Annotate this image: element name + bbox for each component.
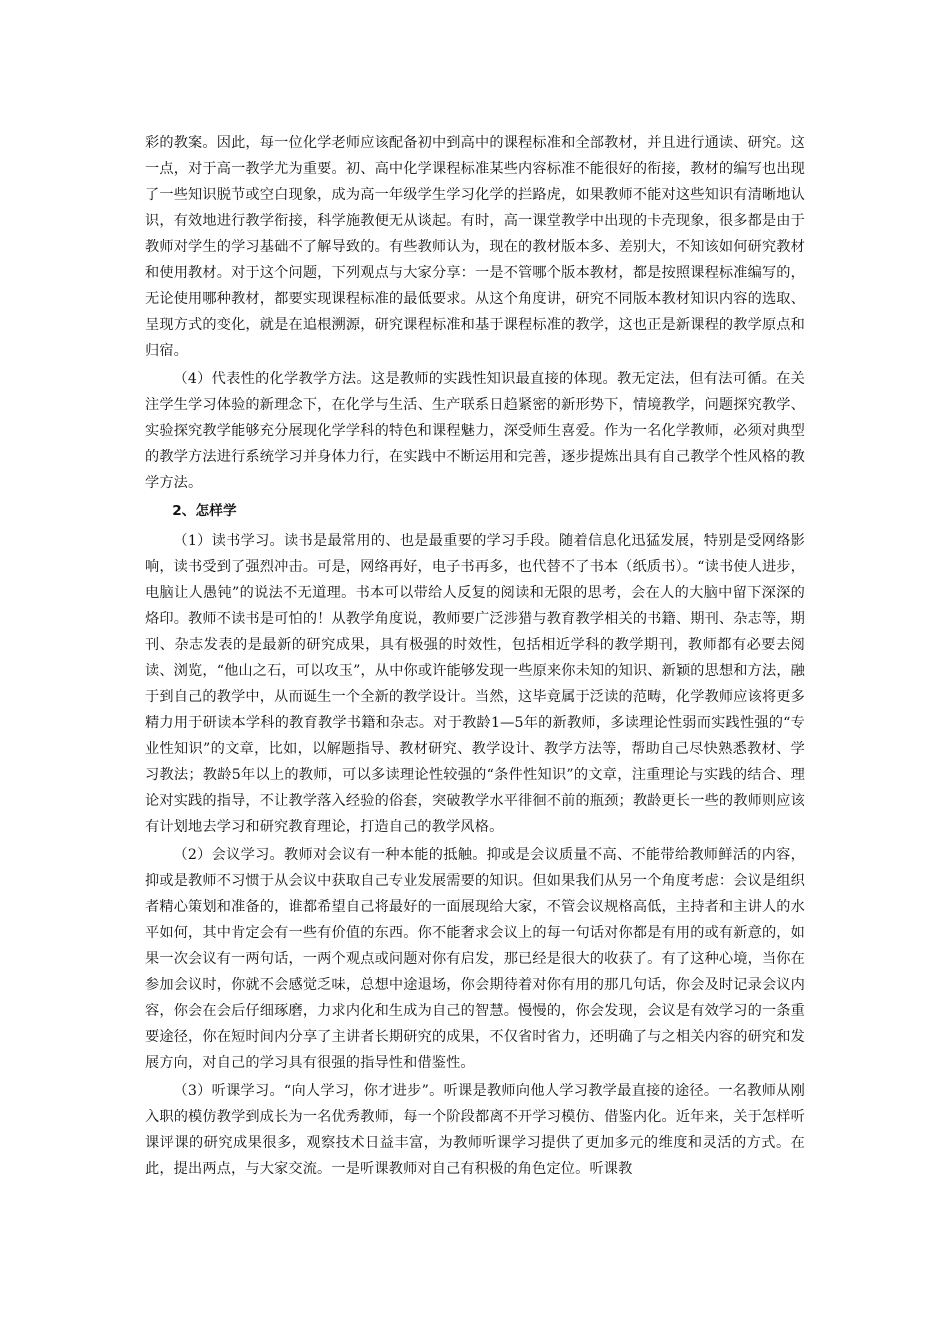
section-heading-how-to-learn: 2、怎样学 [172, 503, 237, 519]
paragraph-lesson-observation: （3）听课学习。“向人学习，你才进步”。听课是教师向他人学习教学最直接的途径。一名教师从刚入职的模仿教学到成长为一名优秀教师，每一个阶段都离不开学习模仿、借鉴内化。近年来，关于怎样听课评课的研究成果很多，观察技术日益丰富，为教师听课学习提供了更加多元的维度和灵活的方式。在此，提出两点，与大家交流。一是听课教师对自己有积极的角色定位。听课教 [145, 1083, 805, 1177]
paragraph-meeting-learning: （2）会议学习。教师对会议有一种本能的抵触。抑或是会议质量不高、不能带给教师鲜活的内容，抑或是教师不习惯于从会议中获取自己专业发展需要的知识。但如果我们从另一个角度考虑：会议是组织者精心策划和准备的，谁都希望自己将最好的一面展现给大家，不管会议规格高低，主持者和主讲人的水平如何，其中肯定会有一些有价值的东西。你不能奢求会议上的每一句话对你都是有用的或有新意的，如果一次会议有一两句话，一两个观点或问题对你有启发，那已经是很大的收获了。有了这种心境，当你在参加会议时，你就不会感觉乏味，总想中途退场，你会期待着对你有用的那几句话，你会及时记录会议内容，你会在会后仔细琢磨，力求内化和生成为自己的智慧。慢慢的，你会发现，会议是有效学习的一条重要途径，你在短时间内分享了主讲者长期研究的成果，不仅省时省力，还明确了与之相关内容的研究和发展方向，对自己的学习具有很强的指导性和借鉴性。 [145, 847, 805, 1071]
document-body [145, 130, 805, 1184]
paragraph-teaching-methods: （4）代表性的化学教学方法。这是教师的实践性知识最直接的体现。教无定法，但有法可循。在关注学生学习体验的新理念下，在化学与生活、生产联系日趋紧密的新形势下，情境教学，问题探究教学、实验探究教学能够充分展现化学学科的特色和课程魅力，深受师生喜爱。作为一名化学教师，必须对典型的教学方法进行系统学习并身体力行，在实践中不断运用和完善，逐步提炼出具有自己教学个性风格的教学方法。 [145, 371, 805, 491]
paragraph-teaching-materials: 彩的教案。因此，每一位化学老师应该配备初中到高中的课程标准和全部教材，并且进行通读、研究。这一点，对于高一教学尤为重要。初、高中化学课程标准某些内容标准不能很好的衔接，教材的编写也出现了一些知识脱节或空白现象，成为高一年级学生学习化学的拦路虎，如果教师不能对这些知识有清晰地认识，有效地进行教学衔接，科学施教便无从谈起。有时，高一课堂教学中出现的卡壳现象，很多都是由于教师对学生的学习基础不了解导致的。有些教师认为，现在的教材版本多、差别大，不知该如何研究教材和使用教材。对于这个问题，下列观点与大家分享：一是不管哪个版本教材，都是按照课程标准编写的，无论使用哪种教材，都要实现课程标准的最低要求。从这个角度讲，研究不同版本教材知识内容的选取、呈现方式的变化，就是在追根溯源，研究课程标准和基于课程标准的教学，这也正是新课程的教学原点和归宿。 [145, 135, 805, 359]
paragraph-reading-learning: （1）读书学习。读书是最常用的、也是最重要的学习手段。随着信息化迅猛发展，特别是受网络影响，读书受到了强烈冲击。可是，网络再好，电子书再多，也代替不了书本（纸质书）。“读书使人进步，电脑让人愚钝”的说法不无道理。书本可以带给人反复的阅读和无限的思考，会在人的大脑中留下深深的烙印。教师不读书是可怕的！从教学角度说，教师要广泛涉猎与教育教学相关的书籍、期刊、杂志等，期刊、杂志发表的是最新的研究成果，具有极强的时效性，包括相近学科的教学期刊，教师都有必要去阅读、浏览，“他山之石，可以攻玉”，从中你或许能够发现一些原来你未知的知识、新颖的思想和方法，融于到自己的教学中，从而诞生一个全新的教学设计。当然，这毕竟属于泛读的范畴，化学教师应该将更多精力用于研读本学科的教育教学书籍和杂志。对于教龄1—5年的新教师，多读理论性弱而实践性强的“专业性知识”的文章，比如，以解题指导、教材研究、教学设计、教学方法等，帮助自己尽快熟悉教材、学习教法；教龄5年以上的教师，可以多读理论性较强的“条件性知识”的文章，注重理论与实践的结合、理论对实践的指导，不让教学落入经验的俗套，突破教学水平徘徊不前的瓶颈；教龄更长一些的教师则应该有计划地去学习和研究教育理论，打造自己的教学风格。 [145, 533, 805, 835]
